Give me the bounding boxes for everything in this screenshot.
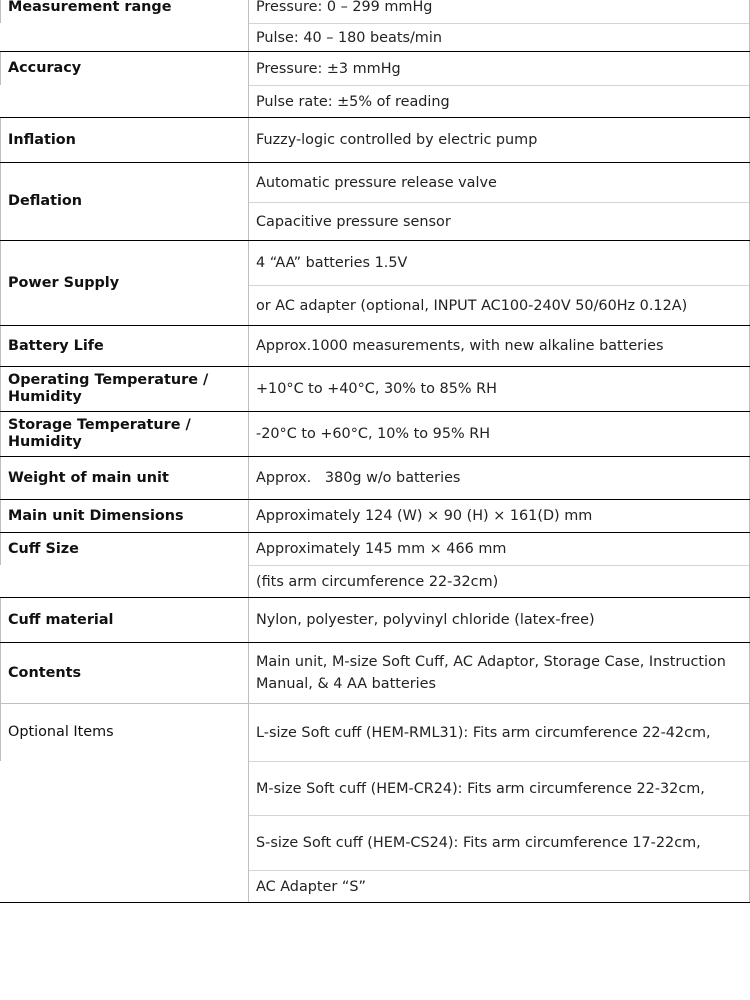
spec-label: Main unit Dimensions <box>0 500 248 532</box>
spec-value: Main unit, M-size Soft Cuff, AC Adaptor, Storage Case, Instruction Manual, & 4 AA batteries <box>256 654 726 692</box>
spec-value: Approximately 124 (W) × 90 (H) × 161(D) mm <box>256 508 593 524</box>
spec-label: Weight of main unit <box>0 457 248 499</box>
spec-values <box>248 500 750 532</box>
spec-value: Pressure: 0 – 299 mmHg <box>256 0 433 15</box>
spec-values <box>248 326 750 366</box>
spec-values <box>248 367 750 411</box>
spec-row-battery-life <box>0 326 750 367</box>
spec-value: or AC adapter (optional, INPUT AC100-240V 50/60Hz 0.12A) <box>249 285 749 325</box>
spec-row-dimensions <box>0 500 750 533</box>
spec-row-contents <box>0 643 750 704</box>
spec-value: Capacitive pressure sensor <box>249 202 749 240</box>
spec-value: S-size Soft cuff (HEM-CS24): Fits arm circumference 17-22cm, <box>249 815 749 870</box>
spec-value: M-size Soft cuff (HEM-CR24): Fits arm circumference 22-32cm, <box>249 761 749 815</box>
spec-label: Power Supply <box>0 241 248 325</box>
spec-values <box>248 0 750 51</box>
spec-row-inflation <box>0 118 750 163</box>
spec-values <box>248 118 750 162</box>
spec-label: Inflation <box>0 118 248 162</box>
spec-label: Battery Life <box>0 326 248 366</box>
spec-value: Automatic pressure release valve <box>256 174 497 191</box>
spec-values <box>248 643 750 703</box>
spec-value: Nylon, polyester, polyvinyl chloride (latex-free) <box>256 612 595 628</box>
spec-value: Approximately 145 mm × 466 mm <box>256 541 507 557</box>
spec-row-cuff-material <box>0 598 750 643</box>
spec-value: -20°C to +60°C, 10% to 95% RH <box>256 426 491 442</box>
spec-label: Measurement range <box>0 0 248 23</box>
spec-value: 4 “AA” batteries 1.5V <box>256 255 408 271</box>
spec-row-accuracy <box>0 52 750 118</box>
spec-value: Pulse rate: ±5% of reading <box>249 85 749 117</box>
spec-value: Fuzzy-logic controlled by electric pump <box>256 132 538 148</box>
spec-values <box>248 163 750 240</box>
spec-label: Cuff Size <box>0 533 248 565</box>
spec-row-storage-temperature <box>0 412 750 457</box>
spec-row-measurement-range <box>0 0 750 52</box>
spec-value: (fits arm circumference 22-32cm) <box>249 565 749 597</box>
spec-value: AC Adapter “S” <box>249 870 749 902</box>
spec-row-operating-temperature <box>0 367 750 412</box>
spec-values <box>248 457 750 499</box>
spec-value: L-size Soft cuff (HEM-RML31): Fits arm circumference 22-42cm, <box>256 724 711 741</box>
spec-value: Pressure: ±3 mmHg <box>256 60 401 77</box>
spec-label: Deflation <box>0 163 248 240</box>
spec-label: Storage Temperature / Humidity <box>0 412 248 456</box>
spec-value: Pulse: 40 – 180 beats/min <box>249 23 749 51</box>
spec-value: +10°C to +40°C, 30% to 85% RH <box>256 381 497 397</box>
spec-row-power-supply <box>0 241 750 326</box>
spec-values <box>248 241 750 325</box>
spec-row-cuff-size <box>0 533 750 598</box>
spec-value: Approx. 380g w/o batteries <box>256 470 461 486</box>
spec-values <box>248 598 750 642</box>
spec-values <box>248 412 750 456</box>
spec-label: Contents <box>0 643 248 703</box>
spec-label: Optional Items <box>0 704 248 761</box>
spec-label: Cuff material <box>0 598 248 642</box>
spec-values <box>248 533 750 597</box>
spec-label: Accuracy <box>0 52 248 85</box>
spec-row-optional-items <box>0 704 750 903</box>
spec-value: Approx.1000 measurements, with new alkaline batteries <box>256 338 664 354</box>
spec-values <box>248 52 750 117</box>
spec-label: Operating Temperature / Humidity <box>0 367 248 411</box>
spec-values <box>248 704 750 902</box>
spec-row-deflation <box>0 163 750 241</box>
spec-row-weight <box>0 457 750 500</box>
